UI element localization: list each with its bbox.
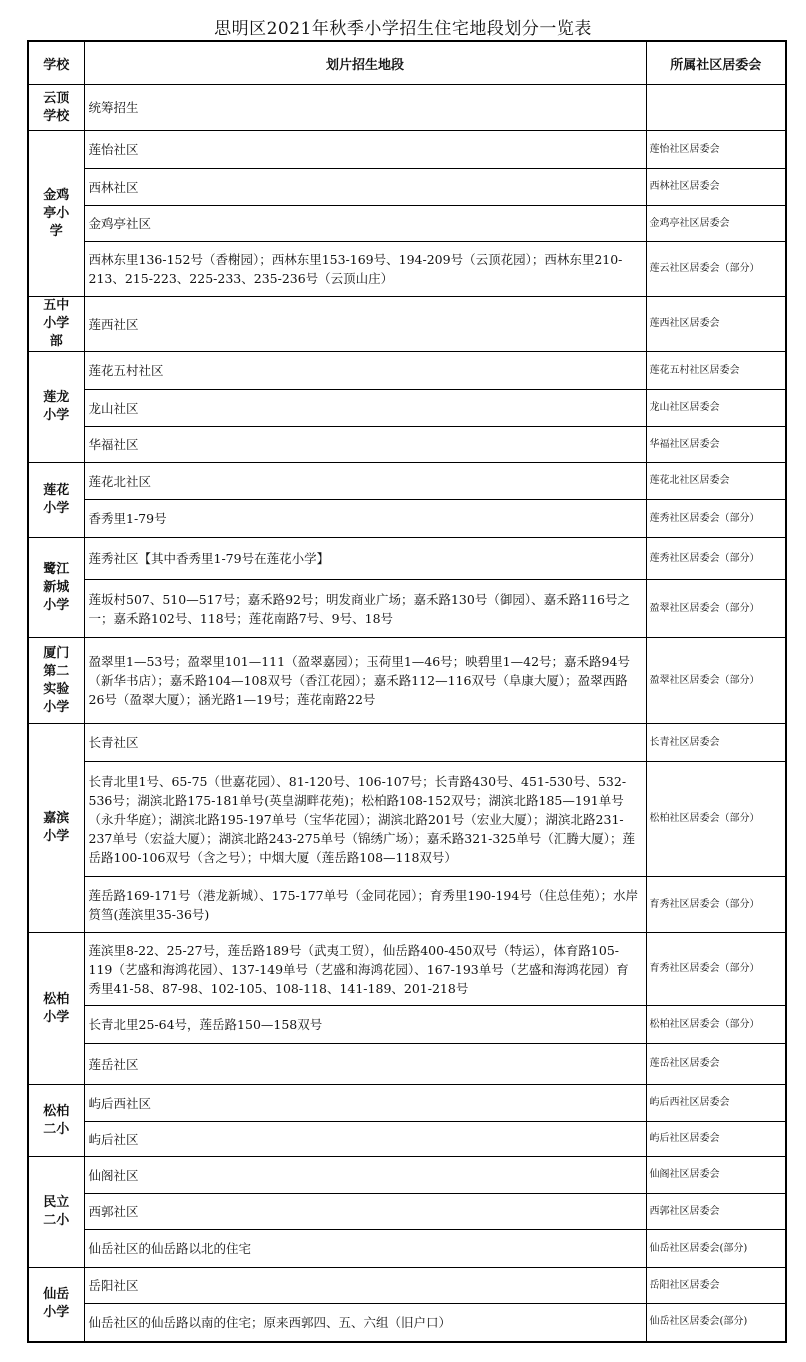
enrollment-area: 莲花北社区 [84,463,646,500]
table-row [28,1304,786,1342]
enrollment-area: 莲滨里8-22、25-27号，莲岳路189号（武夷工贸），仙岳路400-450双号（特运），体育路105-119（艺盛和海鸿花园）、137-149单号（艺盛和海鸿花园）、167-193单号（艺盛和海鸿花园）育秀里41-58、87-98、102-105、108-118、141-189、201-218号 [84,933,646,1006]
community-committee: 龙山社区居委会 [646,390,786,427]
table-row [28,724,786,762]
table-row [28,206,786,242]
enrollment-area: 仙岳社区的仙岳路以北的住宅 [84,1230,646,1268]
table-row [28,1194,786,1230]
enrollment-area: 岳阳社区 [84,1268,646,1304]
community-committee: 仙岳社区居委会(部分) [646,1304,786,1342]
header-area: 划片招生地段 [84,41,646,85]
table-row [28,242,786,297]
enrollment-area: 屿后西社区 [84,1085,646,1122]
enrollment-area: 西林东里136-152号（香榭园）；西林东里153-169号、194-209号（云顶花园）；西林东里210-213、215-223、225-233、235-236号（云顶山庄） [84,242,646,297]
school-name: 松柏 二小 [28,1085,84,1157]
community-committee: 屿后社区居委会 [646,1122,786,1157]
community-committee: 莲秀社区居委会（部分） [646,500,786,538]
table-row [28,580,786,638]
community-committee: 莲云社区居委会（部分） [646,242,786,297]
table-body [28,85,786,1342]
community-committee: 育秀社区居委会（部分） [646,877,786,933]
table-row [28,1085,786,1122]
table-row [28,169,786,206]
school-name: 五中 小学 部 [28,297,84,352]
table-row [28,1122,786,1157]
table-row [28,1268,786,1304]
community-committee: 盈翠社区居委会（部分） [646,638,786,724]
school-name: 厦门 第二 实验 小学 [28,638,84,724]
table-row [28,131,786,169]
enrollment-area: 长青北里25-64号，莲岳路150—158双号 [84,1006,646,1044]
enrollment-area: 华福社区 [84,427,646,463]
enrollment-area: 西郭社区 [84,1194,646,1230]
enrollment-area: 仙岳社区的仙岳路以南的住宅；原来西郭四、五、六组（旧户口） [84,1304,646,1342]
community-committee: 育秀社区居委会（部分） [646,933,786,1006]
community-committee: 华福社区居委会 [646,427,786,463]
school-name: 金鸡 亭小 学 [28,131,84,297]
enrollment-area: 统筹招生 [84,85,646,131]
community-committee: 莲花北社区居委会 [646,463,786,500]
table-row [28,538,786,580]
enrollment-area: 西林社区 [84,169,646,206]
header-row [28,41,786,85]
header-school: 学校 [28,41,84,85]
enrollment-area: 莲岳路169-171号（港龙新城）、175-177单号（金同花园）；育秀里190-194号（住总佳苑）；水岸筼筜(莲滨里35-36号) [84,877,646,933]
school-name: 民立 二小 [28,1157,84,1268]
table-row [28,1230,786,1268]
enrollment-area: 龙山社区 [84,390,646,427]
school-name: 莲龙 小学 [28,352,84,463]
enrollment-area: 长青社区 [84,724,646,762]
table-row [28,1157,786,1194]
school-name: 仙岳 小学 [28,1268,84,1342]
community-committee: 仙岳社区居委会(部分) [646,1230,786,1268]
community-committee: 西郭社区居委会 [646,1194,786,1230]
community-committee: 莲岳社区居委会 [646,1044,786,1085]
community-committee: 松柏社区居委会（部分） [646,1006,786,1044]
enrollment-area: 莲西社区 [84,297,646,352]
community-committee: 盈翠社区居委会（部分） [646,580,786,638]
school-name: 嘉滨 小学 [28,724,84,933]
enrollment-area: 莲秀社区【其中香秀里1-79号在莲花小学】 [84,538,646,580]
school-name: 莲花 小学 [28,463,84,538]
header-community: 所属社区居委会 [646,41,786,85]
community-committee [646,85,786,131]
community-committee: 松柏社区居委会（部分） [646,762,786,877]
enrollment-area: 金鸡亭社区 [84,206,646,242]
community-committee: 西林社区居委会 [646,169,786,206]
enrollment-area: 莲花五村社区 [84,352,646,390]
table-row [28,1006,786,1044]
table-row [28,762,786,877]
community-committee: 莲西社区居委会 [646,297,786,352]
community-committee: 长青社区居委会 [646,724,786,762]
community-committee: 莲怡社区居委会 [646,131,786,169]
table-row [28,390,786,427]
enrollment-area: 莲怡社区 [84,131,646,169]
enrollment-area: 屿后社区 [84,1122,646,1157]
community-committee: 莲花五村社区居委会 [646,352,786,390]
enrollment-area: 莲岳社区 [84,1044,646,1085]
enrollment-area: 仙阁社区 [84,1157,646,1194]
enrollment-area: 长青北里1号、65-75（世嘉花园）、81-120号、106-107号；长青路430号、451-530号、532-536号；湖滨北路175-181单号(英皇湖畔花苑)；松柏路108-152双号；湖滨北路185—191单号（永升华庭）；湖滨北路195-197单号（宝华花园）；湖滨北路201号（宏业大厦）；湖滨北路231-237单号（宏益大厦）；湖滨北路243-275单号（锦绣广场）；嘉禾路321-325单号（汇腾大厦）；莲岳路100-106双号（含之号）；中烟大厦（莲岳路108—118双号） [84,762,646,877]
community-committee: 屿后西社区居委会 [646,1085,786,1122]
community-committee: 仙阁社区居委会 [646,1157,786,1194]
school-name: 松柏 小学 [28,933,84,1085]
document-title: 思明区2021年秋季小学招生住宅地段划分一览表 [214,19,592,39]
community-committee: 金鸡亭社区居委会 [646,206,786,242]
table-row [28,500,786,538]
school-name: 云顶 学校 [28,85,84,131]
community-committee: 岳阳社区居委会 [646,1268,786,1304]
enrollment-area: 莲坂村507、510—517号；嘉禾路92号；明发商业广场；嘉禾路130号（御园）、嘉禾路116号之一；嘉禾路102号、118号；莲花南路7号、9号、18号 [84,580,646,638]
table-row [28,85,786,131]
table-row [28,352,786,390]
enrollment-area: 盈翠里1—53号；盈翠里101—111（盈翠嘉园）；玉荷里1—46号；映碧里1—42号；嘉禾路94号（新华书店）；嘉禾路104—108双号（香江花园）；嘉禾路112—116双号（阜康大厦）；盈翠西路26号（盈翠大厦）；涵光路1—19号；莲花南路22号 [84,638,646,724]
table-row [28,297,786,352]
table-row [28,1044,786,1085]
table-row [28,638,786,724]
enrollment-area: 香秀里1-79号 [84,500,646,538]
table-row [28,877,786,933]
table-row [28,933,786,1006]
community-committee: 莲秀社区居委会（部分） [646,538,786,580]
table-row [28,427,786,463]
table-row [28,463,786,500]
district-table [27,40,787,1343]
school-name: 鹭江 新城 小学 [28,538,84,638]
